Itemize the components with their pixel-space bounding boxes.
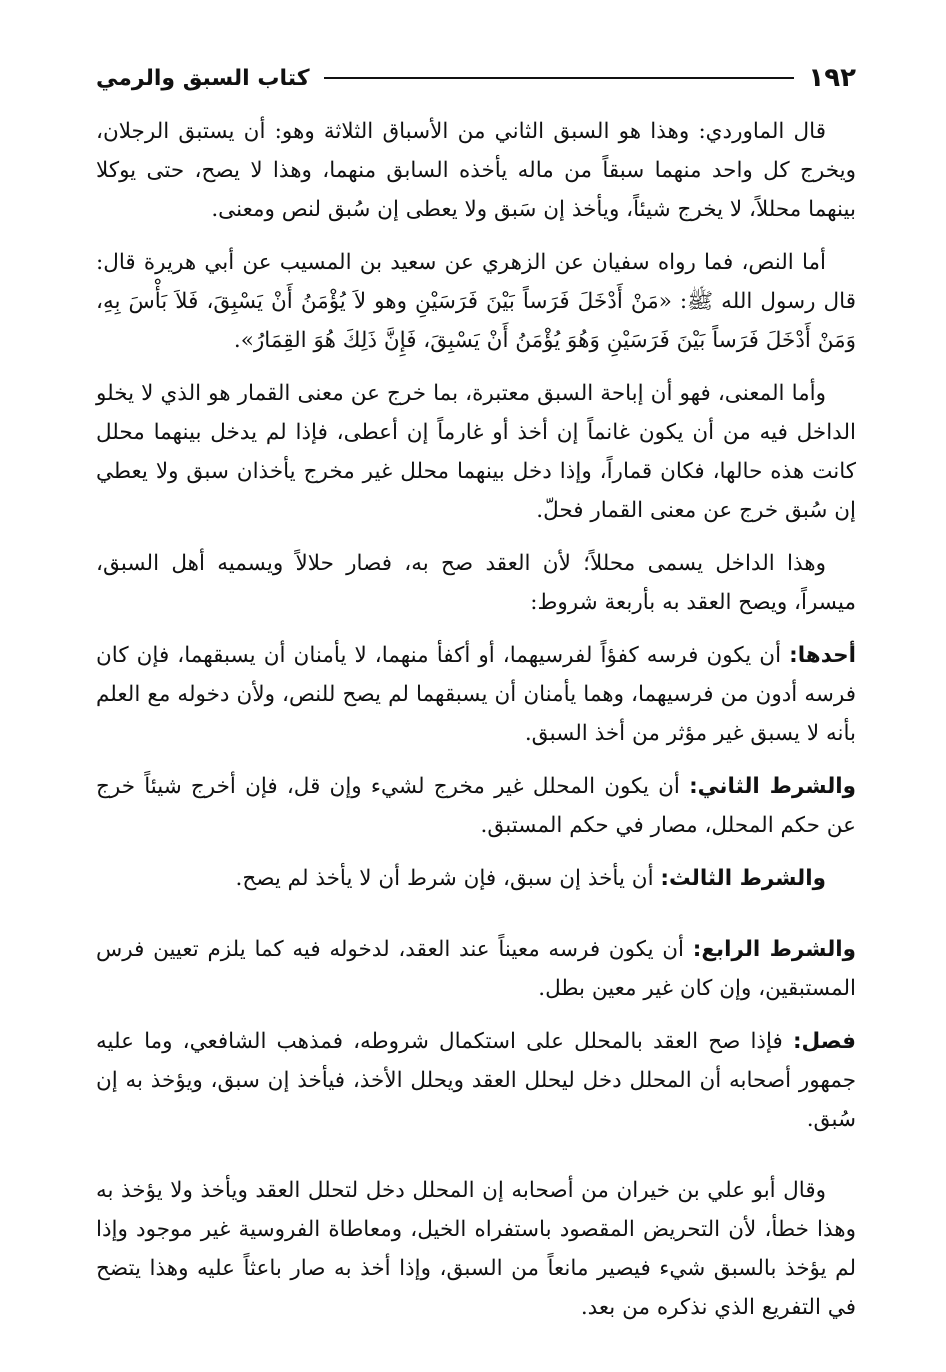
paragraph-text: قال الماوردي: وهذا هو السبق الثاني من الأسباق الثلاثة وهو: أن يستبق الرجلان، ويخرج كل واحد منهما سبقاً من ماله يأخذه السابق منهما، وهذا لا يصح، حتى يوكلا بينهما محللاً، لا يخرج شيئاً، ويأخذ إن سَبق ولا يعطى إن سُبق لنص ومعنى. <box>96 119 856 222</box>
header-rule <box>324 77 795 79</box>
paragraph-text: أن يكون فرسه معيناً عند العقد، لدخوله فيه كما يلزم تعيين فرس المستبقين، وإن كان غير معين بطل. <box>96 937 856 1001</box>
book-page <box>96 58 856 1341</box>
paragraph-fasl <box>96 1022 856 1139</box>
paragraph-condition-3 <box>96 859 856 898</box>
paragraph-lead: والشرط الثالث: <box>660 866 826 891</box>
paragraph-text: أن يأخذ إن سبق، فإن شرط أن لا يأخذ لم يصح. <box>235 866 661 891</box>
page-header <box>96 58 856 98</box>
body-text <box>96 112 856 1327</box>
paragraph-lead: فصل: <box>792 1029 856 1054</box>
paragraph-condition-4 <box>96 930 856 1008</box>
paragraph-text: أن يكون المحلل غير مخرج لشيء وإن قل، فإن أخرج شيئاً خرج عن حكم المحلل، مصار في حكم المستبق. <box>96 774 856 838</box>
paragraph-text-evidence <box>96 243 856 360</box>
paragraph-text: وهذا الداخل يسمى محللاً؛ لأن العقد صح به، فصار حلالاً ويسميه أهل السبق، ميسراً، ويصح العقد به بأربعة شروط: <box>96 551 856 615</box>
running-title: كتاب السبق والرمي <box>96 65 310 91</box>
paragraph-text: فإذا صح العقد بالمحلل على استكمال شروطه، فمذهب الشافعي، وما عليه جمهور أصحابه أن المحلل دخل ليحلل العقد ويحلل الأخذ، فيأخذ إن سبق، ويؤخذ به إن سُبق. <box>96 1029 856 1132</box>
paragraph-ibn-khayran <box>96 1171 856 1327</box>
paragraph-lead: والشرط الثاني: <box>689 774 856 799</box>
paragraph-text: وقال أبو علي بن خيران من أصحابه إن المحلل دخل لتحلل العقد ويأخذ ولا يؤخذ به وهذا خطأ، لأن التحريض المقصود باستفراه الخيل، ومعاطاة الفروسية غير موجود وإذا لم يؤخذ بالسبق شيء فيصير مانعاً من السبق، وإذا أخذ به صار باعثاً عليه وهذا يتضح في التفريع الذي نذكره من بعد. <box>96 1178 856 1320</box>
paragraph-condition-2 <box>96 767 856 845</box>
page-number: ١٩٢ <box>808 63 856 93</box>
paragraph-text: وأما المعنى، فهو أن إباحة السبق معتبرة، بما خرج عن معنى القمار هو الذي لا يخلو الداخل فيه من أن يكون غانماً إن أخذ أو غارماً إن أعطى، فإذا لم يدخل بينهما محلل كانت هذه حالها، فكان قماراً، وإذا دخل بينهما محلل غير مخرج يأخذان سبق ولا يعطي إن سُبق خرج عن معنى القمار فحلّ. <box>96 381 856 523</box>
paragraph-mawardi-intro <box>96 112 856 229</box>
paragraph-text: أما النص، فما رواه سفيان عن الزهري عن سعيد بن المسيب عن أبي هريرة قال: قال رسول الله ﷺ: «مَنْ أَدْخَلَ فَرَساً بَيْنَ فَرَسَيْنِ وهو لاَ يُؤْمَنُ أَنْ يَسْبِقَ، فَلاَ بَأْسَ بِهِ، وَمَنْ أَدْخَلَ فَرَساً بَيْنَ فَرَسَيْنِ وَهُوَ يُؤْمَنُ أَنْ يَسْبِقَ، فَإِنَّ ذَلِكَ هُوَ القِمَارُ». <box>96 250 856 353</box>
paragraph-lead: والشرط الرابع: <box>692 937 856 962</box>
paragraph-condition-1 <box>96 636 856 753</box>
paragraph-lead: أحدها: <box>789 643 856 668</box>
paragraph-text: أن يكون فرسه كفؤاً لفرسيهما، أو أكفأ منهما، لا يأمنان أن يسبقهما، فإن كان فرسه أدون من فرسيهما، وهما يأمنان أن يسبقهما لم يصح للنص، ولأن دخوله مع العلم بأنه لا يسبق غير مؤثر من أخذ السبق. <box>96 643 856 746</box>
paragraph-meaning <box>96 374 856 530</box>
paragraph-muhallil <box>96 544 856 622</box>
